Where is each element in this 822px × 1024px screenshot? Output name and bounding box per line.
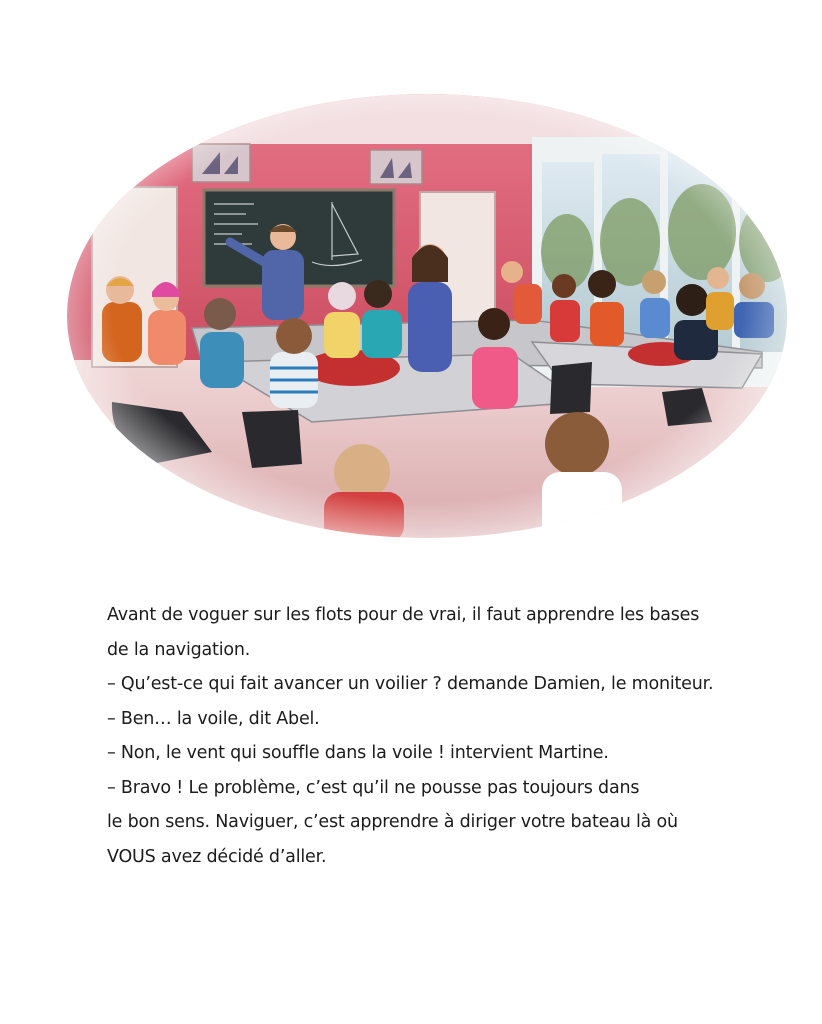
- story-line: – Non, le vent qui souffle dans la voile ! intervient Martine.: [107, 743, 609, 763]
- story-line: VOUS avez décidé d’aller.: [107, 846, 327, 867]
- story-line: – Bravo ! Le problème, c’est qu’il ne pousse pas toujours dans: [107, 777, 640, 798]
- story-text: [107, 598, 747, 874]
- story-line: – Ben… la voile, dit Abel.: [107, 708, 320, 729]
- story-line: – Qu’est-ce qui fait avancer un voilier ? demande Damien, le moniteur.: [107, 674, 714, 694]
- classroom-scene: [62, 92, 792, 540]
- story-line: le bon sens. Naviguer, c’est apprendre à diriger votre bateau là où: [107, 812, 678, 832]
- classroom-illustration: [62, 92, 792, 540]
- story-line: Avant de voguer sur les flots pour de vrai, il faut apprendre les bases: [107, 605, 700, 625]
- story-line: de la navigation.: [107, 639, 251, 660]
